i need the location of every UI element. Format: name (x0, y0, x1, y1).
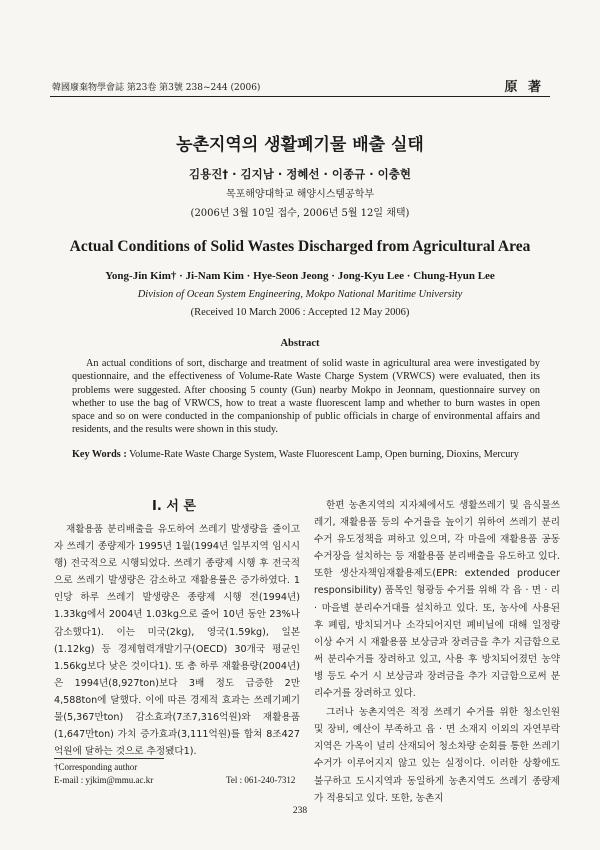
footnote-rule (54, 758, 164, 759)
korean-received-date: (2006년 3월 10일 접수, 2006년 5월 12일 채택) (190, 208, 410, 219)
article-type: 原 著 (504, 80, 544, 95)
korean-authors: 김용진† · 김지남 · 정혜선 · 이종규 · 이충현 (189, 167, 411, 181)
body-column-right (314, 497, 560, 809)
abstract-heading: Abstract (280, 338, 320, 349)
body-column-left (54, 521, 300, 762)
paragraph: 재활용품 분리배출을 유도하여 쓰레기 발생량을 줄이고자 쓰레기 종량제가 1995년 1월(1994년 일부지역 임시시행) 전국적으로 시행되었다. 쓰레기 종량제 시행 후 전국적으로 쓰레기 발생량은 감소하고 재활용률은 증가하였다. 1인당 하루 쓰레기 발생량은 종량제 시행 전(1994년) 1.33kg에서 2004년 1.03kg으로 줄어 10년 동안 23%나 감소했다1). 이는 미국(2kg), 영국(1.59kg), 일본(1.12kg) 등 경제협력개발기구(OECD) 30개국 평균인 1.56kg보다 낮은 것이다1). 또 총 하루 재활용량(2004년)은 1994년(8,927ton)보다 3배 정도 급증한 2만 4,588ton에 달했다. 이에 따른 경제적 효과는 쓰레기폐기물(5,367만ton) 감소효과(7조7,316억원)와 재활용품(1,647만ton) 가치 증가효과(3,111억원)를 합쳐 8조427억원에 달하는 것으로 추정됐다1). (54, 524, 300, 758)
korean-affiliation: 목포해양대학교 해양시스템공학부 (225, 189, 375, 200)
footnote-email: E-mail : yjkim@mmu.ac.kr (54, 775, 154, 785)
paragraph: 그러나 농촌지역은 적정 쓰레기 수거를 위한 청소인원 및 장비, 예산이 부족하고 읍 · 면 소재지 이외의 자연부락 지역은 가옥이 널리 산재되어 청소차량 순회를 통한 쓰레기 수거가 이루어지지 않고 있는 실정이다. 이러한 상황에도 불구하고 도시지역과 동일하게 농촌지역도 쓰레기 종량제가 적용되고 있다. 또한, 농촌지 (314, 707, 560, 804)
page-number: 238 (292, 806, 308, 816)
keywords-list: Volume-Rate Waste Charge System, Waste Fluorescent Lamp, Open burning, Dioxins, Mercury (129, 449, 519, 460)
section-heading-introduction: I. 서 론 (152, 499, 196, 514)
english-title: Actual Conditions of Solid Wastes Discharged from Agricultural Area (69, 238, 531, 255)
footnote-tel: Tel : 061-240-7312 (226, 775, 296, 785)
keywords (72, 448, 540, 461)
english-authors: Yong-Jin Kim† · Ji-Nam Kim · Hye-Seon Jeong · Jong-Kyu Lee · Chung-Hyun Lee (105, 270, 495, 282)
footnote-corresponding-author: †Corresponding author (54, 762, 138, 772)
abstract-body: An actual conditions of sort, discharge and treatment of solid waste in agricultural area were investigated by questionnaire, and the effectiveness of Volume-Rate Waste Charge System (VRWCS) were evaluated, then its problems were suggested. After choosing 5 county (Gun) nearby Mokpo in Jeonnam, questionnaire survey on whether to use the bag of VRWCS, how to treat a waste fluorescent lamp and whether to burn wastes in open space and so on were conducted in the companionship of public officials in charge of environmental affairs and residents, and the results were shown in this study. (72, 358, 540, 436)
journal-citation: 韓國廢棄物學會誌 第23卷 第3號 238~244 (2006) (52, 83, 261, 93)
header-rule (50, 96, 550, 97)
english-affiliation: Division of Ocean System Engineering, Mokpo National Maritime University (137, 289, 463, 300)
paragraph: 한편 농촌지역의 지자체에서도 생활쓰레기 및 음식물쓰레기, 재활용품 등의 수거율을 높이기 위하여 쓰레기 분리수거 유도정책을 펴하고 있으며, 각 마을에 재활용품 공동 수거장을 설치하는 등 재활용품 분리배출을 유도하고 있다. 또한 생산자책임재활용제도(EPR: extended producer responsibility) 품목인 형광등 수거를 위해 각 읍 · 면 · 리 · 마을별 분리수거대를 설치하고 있다. 또, 농사에 사용된 후 폐립, 방치되거나 소각되어지던 폐비닐에 대해 일정량 이상 수거 시 재활용품 보상금과 장려금을 추가 지급함으로써 분리수거를 장려하고 있고, 사용 후 방치되어졌던 농약병 등도 수거 시 보상금과 장려금을 추가 지급함으로써 분리수거를 장려하고 있다. (314, 500, 560, 700)
korean-title: 농촌지역의 생활폐기물 배출 실태 (176, 135, 424, 155)
english-received-date: (Received 10 March 2006 : Accepted 12 May 2006) (190, 307, 410, 318)
keywords-label: Key Words : (72, 449, 127, 460)
